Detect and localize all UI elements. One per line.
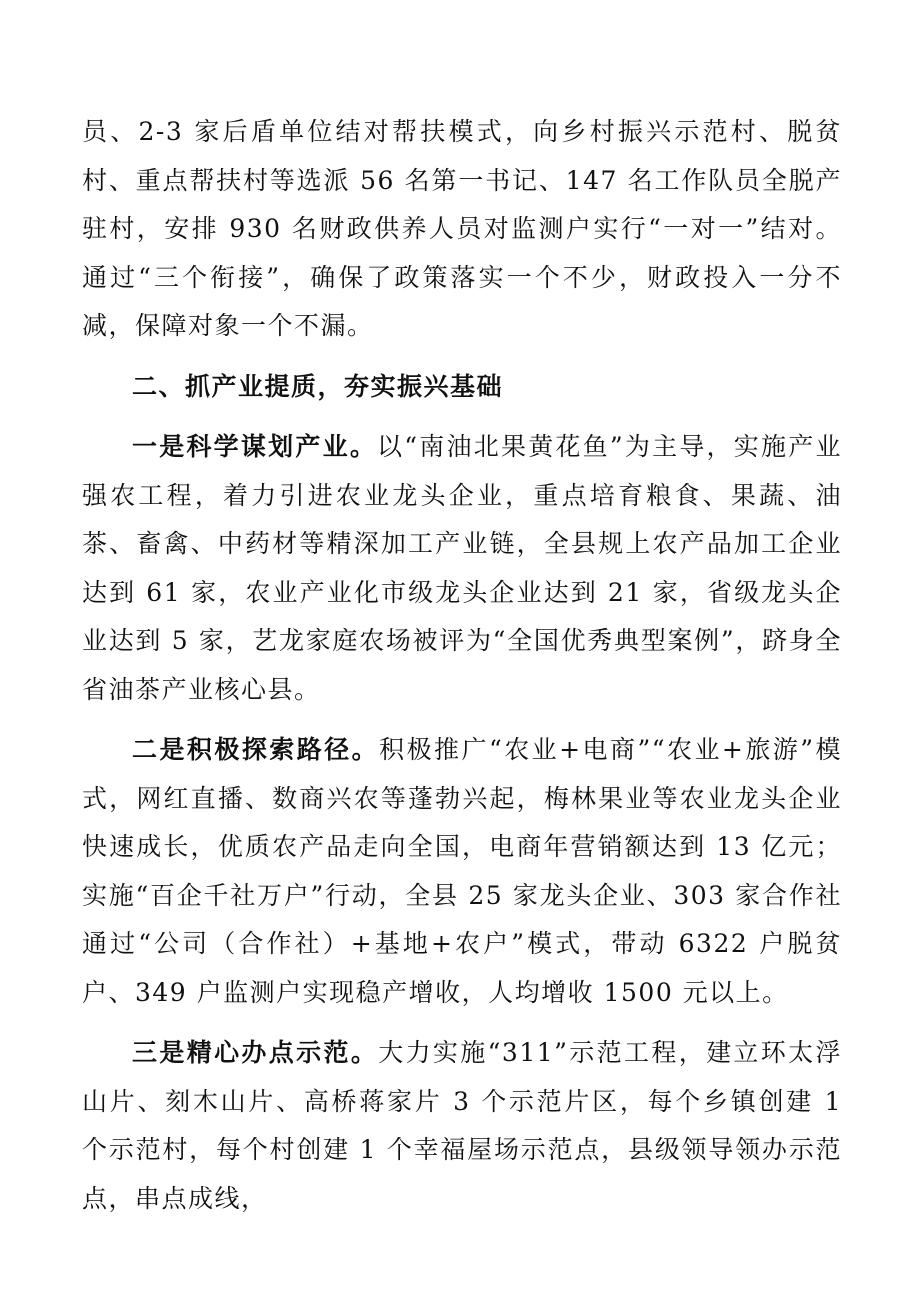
paragraph-lead: 二是积极探索路径。 [132, 735, 380, 764]
section-heading [82, 363, 842, 412]
paragraph-text: 大力实施“311”示范工程，建立环太浮山片、刻木山片、高桥蒋家片 3 个示范片区，每个乡镇创建 1 个示范村，每个村创建 1 个幸福屋场示范点，县级领导领办示范点，串点成线， [82, 1038, 842, 1213]
section-heading-text: 二、抓产业提质，夯实振兴基础 [132, 371, 504, 401]
document-body [82, 108, 842, 1223]
paragraph-plan-industry [82, 423, 842, 714]
paragraph-gap [82, 1017, 842, 1029]
paragraph-lead: 三是精心办点示范。 [132, 1038, 379, 1067]
paragraph-text: 以“南油北果黄花鱼”为主导，实施产业强农工程，着力引进农业龙头企业，重点培育粮食、果蔬、油茶、畜禽、中药材等精深加工产业链，全县规上农产品加工企业达到 61 家，农业产业化市级龙头企业达到 21 家，省级龙头企业达到 5 家，艺龙家庭农场被评为“全国优秀典型案例”，跻身全省油茶产业核心县。 [82, 432, 842, 704]
paragraph-explore-path [82, 726, 842, 1017]
paragraph-continuation [82, 108, 842, 351]
paragraph-text: 员、2-3 家后盾单位结对帮扶模式，向乡村振兴示范村、脱贫村、重点帮扶村等选派 56 名第一书记、147 名工作队员全脱产驻村，安排 930 名财政供养人员对监测户实行“一对一”结对。通过“三个衔接”，确保了政策落实一个不少，财政投入一分不减，保障对象一个不漏。 [82, 117, 842, 340]
paragraph-demonstration [82, 1029, 842, 1223]
paragraph-text: 积极推广“农业+电商”“农业+旅游”模式，网红直播、数商兴农等蓬勃兴起，梅林果业等农业龙头企业快速成长，优质农产品走向全国，电商年营销额达到 13 亿元；实施“百企千社万户”行动，全县 25 家龙头企业、303 家合作社通过“公司（合作社）+基地+农户”模式，带动 6322 户脱贫户、349 户监测户实现稳产增收，人均增收 1500 元以上。 [82, 735, 842, 1007]
paragraph-gap [82, 411, 842, 423]
paragraph-gap [82, 714, 842, 726]
paragraph-gap [82, 351, 842, 363]
paragraph-lead: 一是科学谋划产业。 [132, 432, 378, 461]
